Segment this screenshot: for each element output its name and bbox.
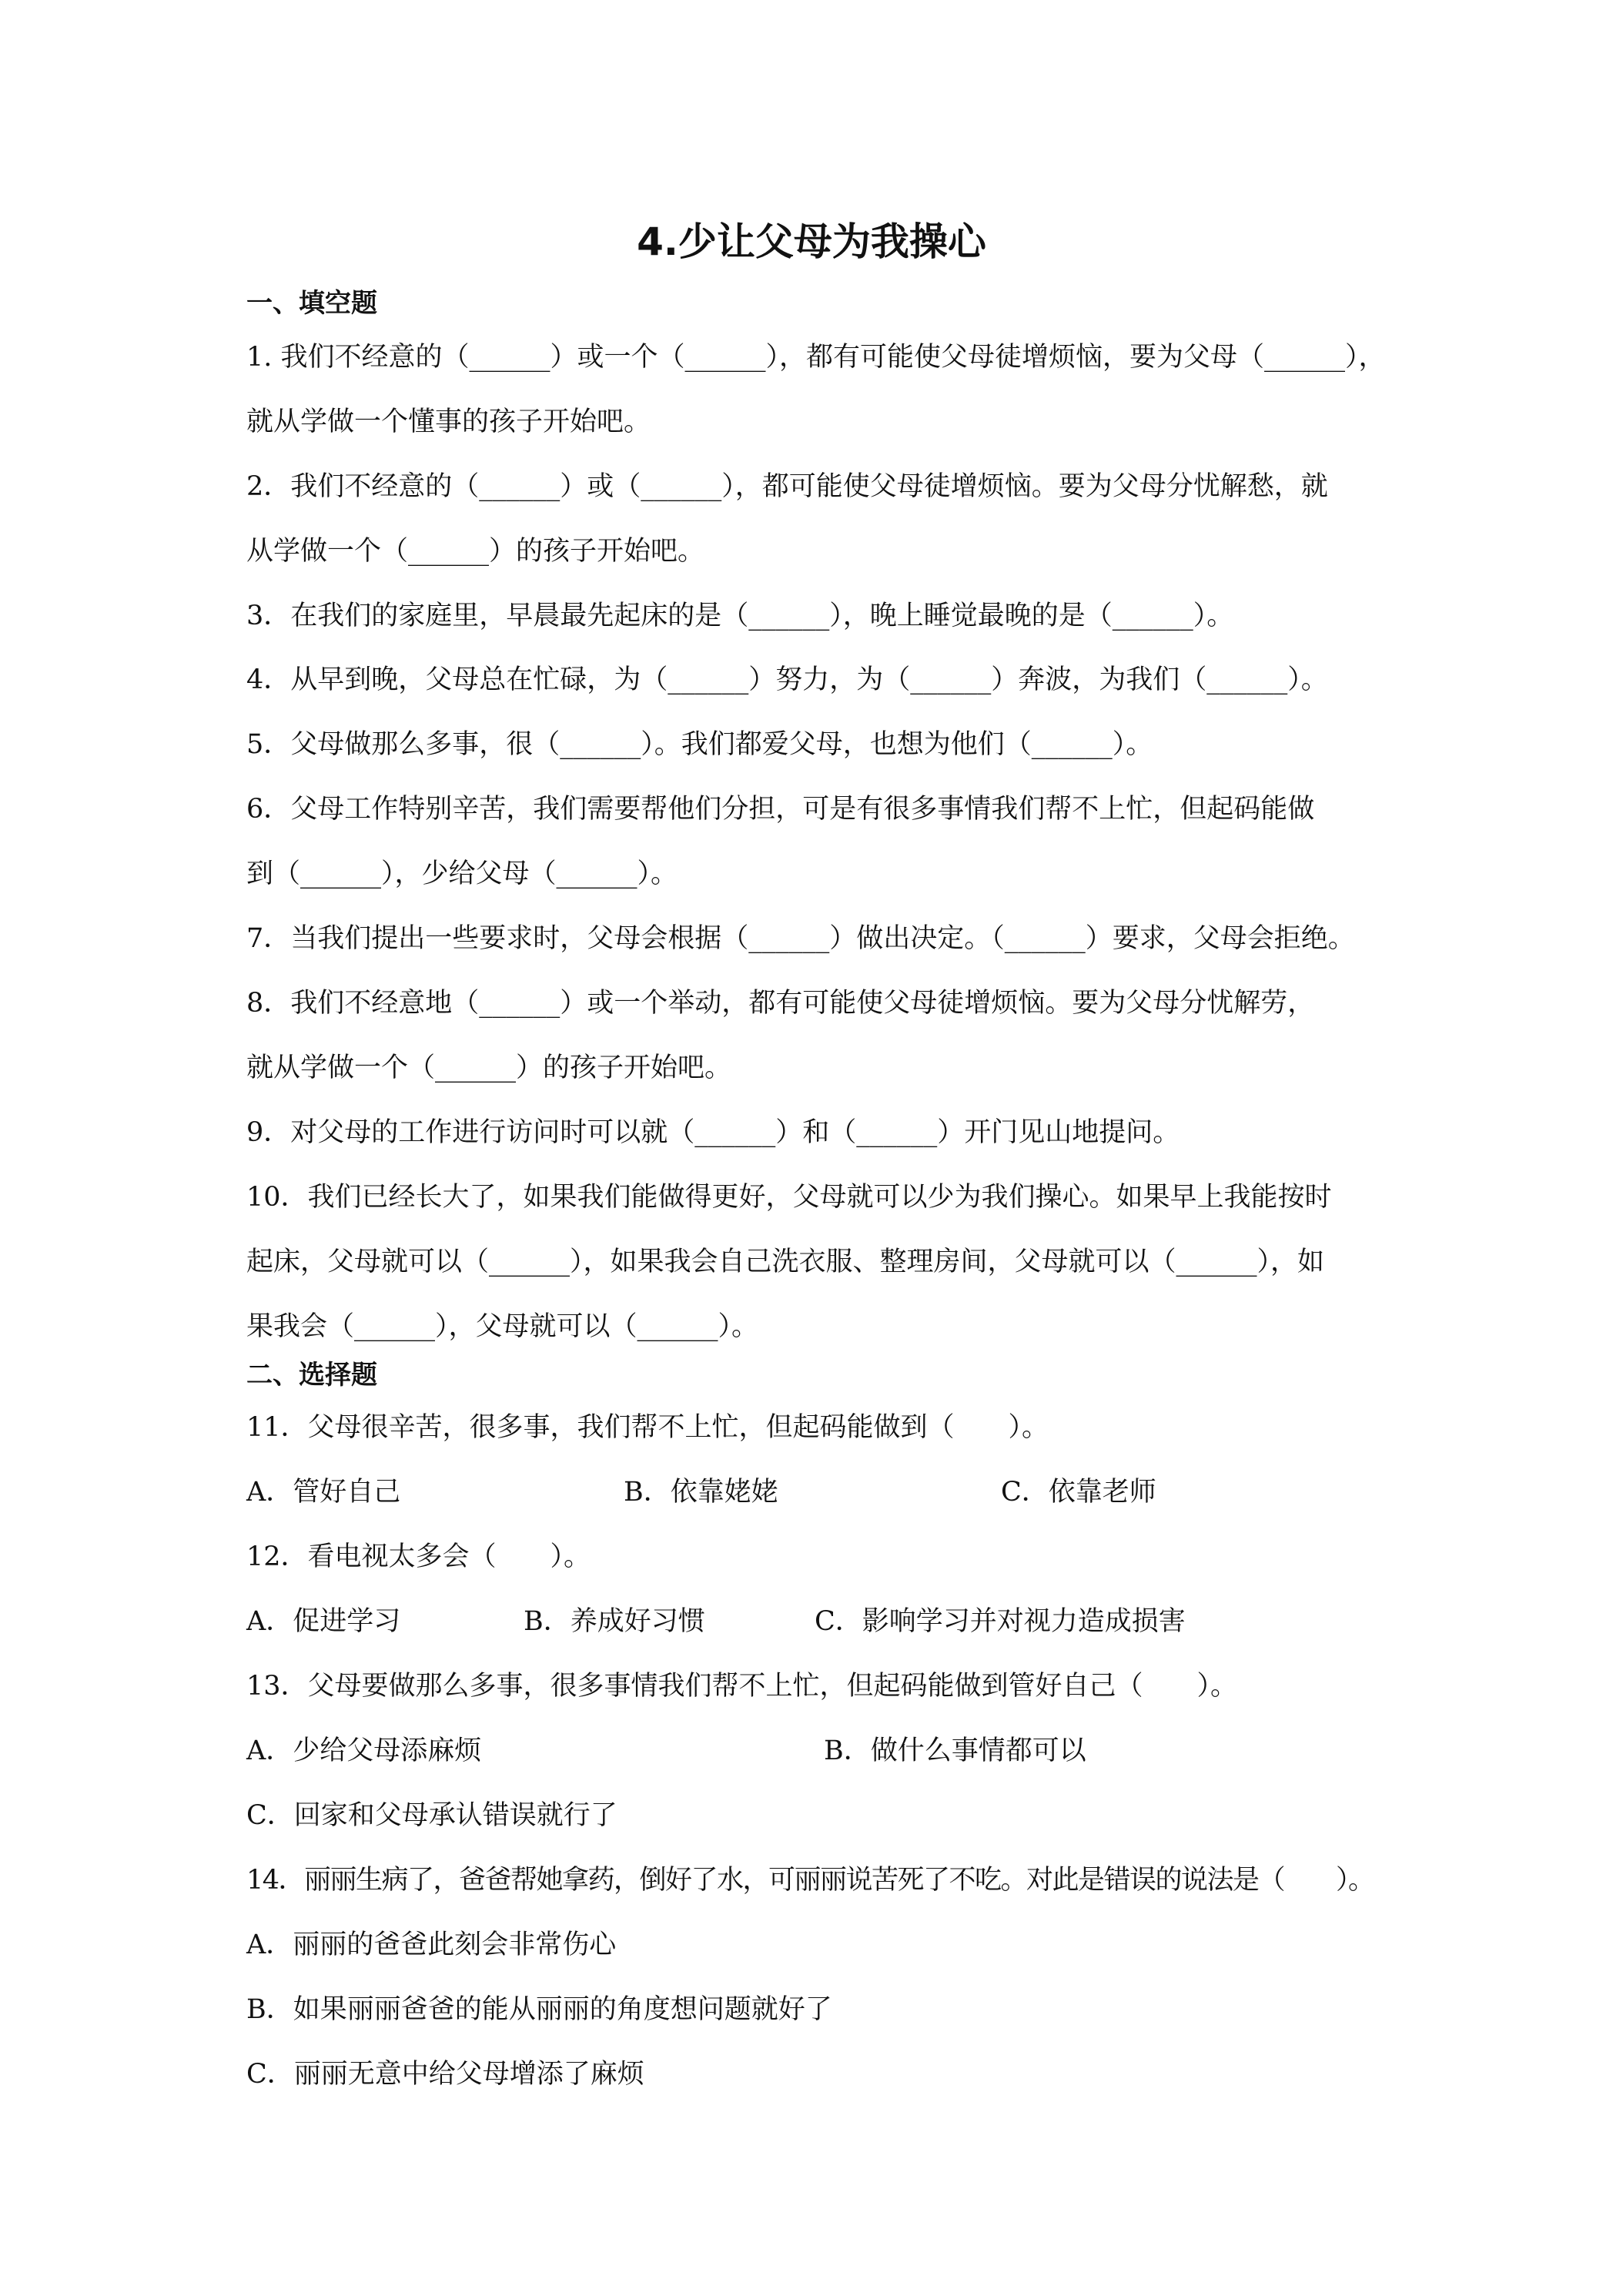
fill-line-15: 起床，父母就可以（______），如果我会自己洗衣服、整理房间，父母就可以（______），如 <box>246 1247 1325 1277</box>
question-11-option-a: A．管好自己 <box>246 1477 401 1508</box>
fill-line-13: 9．对父母的工作进行访问时可以就（______）和（______）开门见山地提问。 <box>246 1117 1180 1148</box>
fill-line-7: 5．父母做那么多事，很（______）。我们都爱父母，也想为他们（______）。 <box>246 729 1153 760</box>
fill-line-10: 7．当我们提出一些要求时，父母会根据（______）做出决定。（______）要求，父母会拒绝。 <box>246 923 1355 954</box>
fill-line-16: 果我会（______），父母就可以（______）。 <box>246 1311 759 1342</box>
question-14-stem: 14．丽丽生病了，爸爸帮她拿药，倒好了水，可丽丽说苦死了不吃。对此是错误的说法是（ ）。 <box>246 1865 1374 1896</box>
question-13-option-a: A．少给父母添麻烦 <box>246 1735 482 1766</box>
question-13-option-b: B．做什么事情都可以 <box>824 1735 1086 1766</box>
fill-line-9: 到（______），少给父母（______）。 <box>246 858 678 889</box>
question-12-option-b: B．养成好习惯 <box>524 1606 705 1637</box>
question-11-option-c: C．依靠老师 <box>1001 1477 1156 1508</box>
fill-line-6: 4．从早到晚，父母总在忙碌，为（______）努力，为（______）奔波，为我们（______）。 <box>246 664 1328 695</box>
page-title: 4.少让父母为我操心 <box>637 219 986 264</box>
question-12-stem: 12．看电视太多会（ ）。 <box>246 1541 591 1572</box>
question-13-option-c: C．回家和父母承认错误就行了 <box>246 1800 617 1831</box>
question-14-option-c: C．丽丽无意中给父母增添了麻烦 <box>246 2059 644 2090</box>
question-12-option-c: C．影响学习并对视力造成损害 <box>815 1606 1186 1637</box>
fill-line-12: 就从学做一个（______）的孩子开始吧。 <box>246 1053 732 1083</box>
fill-line-4: 从学做一个（______）的孩子开始吧。 <box>246 536 705 567</box>
question-11-option-b: B．依靠姥姥 <box>624 1477 778 1508</box>
section-heading-fill-in: 一、填空题 <box>246 288 377 319</box>
question-12-option-a: A．促进学习 <box>246 1606 401 1637</box>
fill-line-5: 3．在我们的家庭里，早晨最先起床的是（______），晚上睡觉最晚的是（______）。 <box>246 601 1234 631</box>
fill-line-2: 就从学做一个懂事的孩子开始吧。 <box>246 407 651 437</box>
section-heading-choice: 二、选择题 <box>246 1360 377 1391</box>
fill-line-14: 10．我们已经长大了，如果我们能做得更好，父母就可以少为我们操心。如果早上我能按时 <box>246 1182 1332 1213</box>
fill-line-1: 1. 我们不经意的（______）或一个（______），都有可能使父母徒增烦恼，要为父母（______）， <box>246 342 1386 373</box>
question-14-option-b: B．如果丽丽爸爸的能从丽丽的角度想问题就好了 <box>246 1994 832 2025</box>
fill-line-8: 6．父母工作特别辛苦，我们需要帮他们分担，可是有很多事情我们帮不上忙，但起码能做 <box>246 794 1315 825</box>
fill-line-11: 8．我们不经意地（______）或一个举动，都有可能使父母徒增烦恼。要为父母分忧解劳， <box>246 988 1315 1019</box>
question-14-option-a: A．丽丽的爸爸此刻会非常伤心 <box>246 1930 617 1960</box>
question-11-stem: 11．父母很辛苦，很多事，我们帮不上忙，但起码能做到（ ）。 <box>246 1412 1049 1443</box>
question-13-stem: 13．父母要做那么多事，很多事情我们帮不上忙，但起码能做到管好自己（ ）。 <box>246 1671 1238 1702</box>
fill-line-3: 2．我们不经意的（______）或（______），都可能使父母徒增烦恼。要为父母分忧解愁，就 <box>246 471 1328 502</box>
